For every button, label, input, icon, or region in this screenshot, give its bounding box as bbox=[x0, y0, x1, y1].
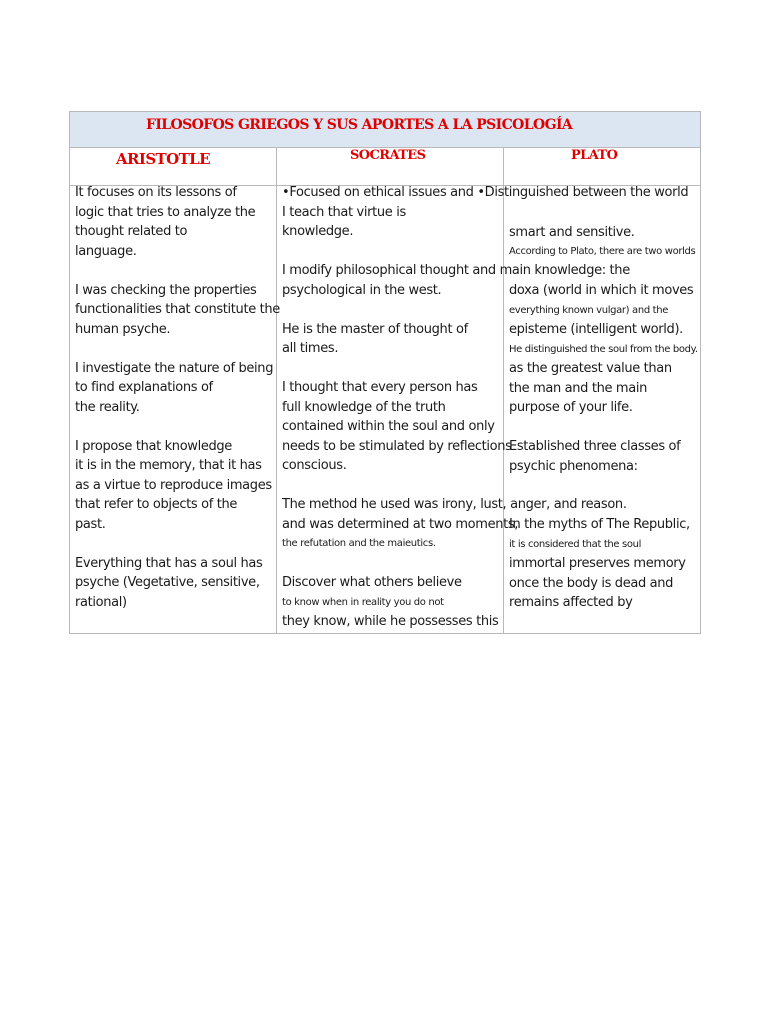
text-line: as the greatest value than bbox=[509, 361, 672, 376]
text-line: I investigate the nature of being bbox=[75, 360, 274, 376]
blank-line bbox=[75, 417, 280, 437]
text-line: doxa (world in which it moves bbox=[509, 283, 694, 298]
text-line: I propose that knowledge bbox=[75, 438, 232, 454]
text-line: it is in the memory, that it has bbox=[75, 458, 262, 473]
text-line: episteme (intelligent world). bbox=[509, 322, 683, 337]
table-title: FILOSOFOS GRIEGOS Y SUS APORTES A LA PSICOLOGÍA bbox=[146, 117, 573, 133]
text-line: I thought that every person has bbox=[282, 380, 478, 395]
text-line: all times. bbox=[282, 341, 339, 356]
text-line: psychic phenomena: bbox=[509, 458, 638, 474]
blank-line bbox=[509, 496, 698, 516]
text-line: to find explanations of bbox=[75, 380, 213, 395]
text-line: past. bbox=[75, 516, 106, 532]
text-line: to know when in reality you do not bbox=[282, 596, 444, 608]
text-line: the reality. bbox=[75, 399, 140, 415]
column-header-plato: PLATO bbox=[571, 148, 618, 163]
text-line: as a virtue to reproduce images bbox=[75, 477, 272, 493]
text-line: needs to be stimulated by reflections bbox=[282, 438, 512, 454]
text-line: contained within the soul and only bbox=[282, 419, 495, 434]
blank-line bbox=[509, 476, 698, 496]
text-line: The method he used was irony, lust, anger, and reason. bbox=[282, 497, 627, 512]
text-line: remains affected by bbox=[509, 595, 633, 610]
text-line: In the myths of The Republic, bbox=[509, 517, 690, 532]
text-line: once the body is dead and bbox=[509, 575, 674, 591]
text-line: Established three classes of bbox=[509, 439, 681, 454]
text-line: functionalities that constitute the bbox=[75, 302, 280, 317]
blank-line bbox=[75, 534, 280, 554]
text-line: I teach that virtue is bbox=[282, 204, 406, 220]
text-line: rational) bbox=[75, 594, 127, 610]
blank-line bbox=[75, 261, 280, 281]
text-line: thought related to bbox=[75, 224, 188, 239]
text-line: Everything that has a soul has bbox=[75, 555, 263, 571]
text-line: the refutation and the maieutics. bbox=[282, 538, 436, 549]
plato-column-text bbox=[509, 203, 698, 613]
philosophers-table bbox=[69, 111, 701, 634]
blank-line bbox=[75, 339, 280, 359]
text-line: conscious. bbox=[282, 458, 347, 473]
text-line: full knowledge of the truth bbox=[282, 399, 446, 415]
text-line: I modify philosophical thought and main knowledge: the bbox=[282, 263, 630, 278]
text-line: Discover what others believe bbox=[282, 575, 462, 590]
blank-line bbox=[509, 262, 698, 282]
text-line: knowledge. bbox=[282, 224, 354, 239]
blank-line bbox=[509, 418, 698, 438]
text-line: •Focused on ethical issues and •Distinguished between the world bbox=[282, 185, 689, 200]
text-line: purpose of your life. bbox=[509, 400, 633, 415]
text-line: He is the master of thought of bbox=[282, 321, 468, 337]
text-line: psychological in the west. bbox=[282, 282, 442, 298]
table-title-row bbox=[70, 112, 700, 148]
text-line: everything known vulgar) and the bbox=[509, 304, 669, 316]
text-line: they know, while he possesses this bbox=[282, 614, 499, 629]
text-line: that refer to objects of the bbox=[75, 497, 237, 512]
text-line: and was determined at two moments, bbox=[282, 516, 519, 532]
text-line: He distinguished the soul from the body. bbox=[509, 343, 698, 355]
column-header-aristotle: ARISTOTLE bbox=[116, 150, 210, 168]
text-line: it is considered that the soul bbox=[509, 538, 642, 550]
column-header-socrates: SOCRATES bbox=[350, 148, 426, 163]
text-line: psyche (Vegetative, sensitive, bbox=[75, 575, 260, 590]
text-line: It focuses on its lessons of bbox=[75, 185, 237, 200]
blank-line bbox=[509, 203, 698, 223]
text-line: language. bbox=[75, 243, 137, 259]
text-line: According to Plato, there are two worlds bbox=[509, 246, 696, 257]
text-line: human psyche. bbox=[75, 321, 171, 337]
aristotle-column-text bbox=[75, 183, 280, 612]
text-line: logic that tries to analyze the bbox=[75, 204, 256, 220]
text-line: the man and the main bbox=[509, 380, 648, 396]
text-line: I was checking the properties bbox=[75, 282, 257, 298]
text-line: immortal preserves memory bbox=[509, 556, 686, 571]
text-line: smart and sensitive. bbox=[509, 224, 635, 240]
